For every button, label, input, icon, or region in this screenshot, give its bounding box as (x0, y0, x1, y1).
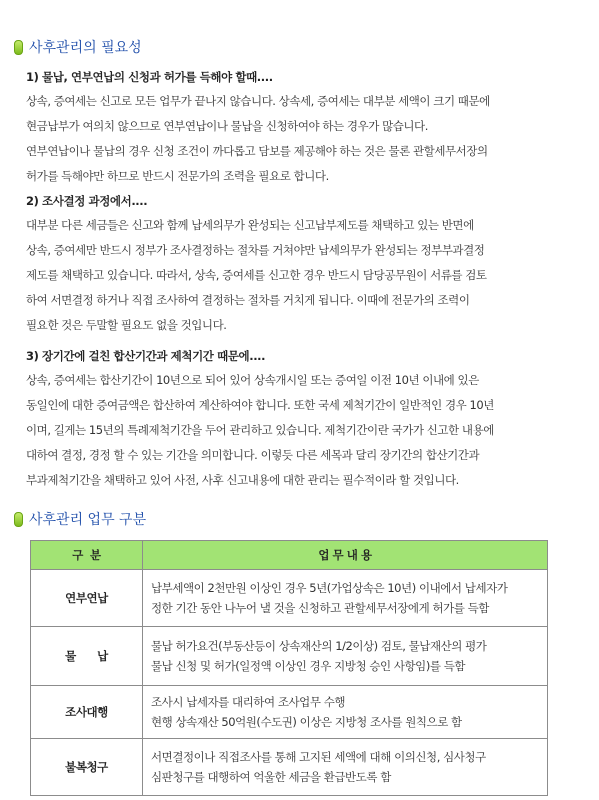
row-category: 물 납 (31, 627, 143, 686)
table-row (31, 627, 548, 686)
row-description (143, 570, 548, 627)
item-heading: 1) 물납, 연부연납의 신청과 허가를 득해야 할때.... (26, 70, 273, 84)
description-line: 물납 허가요건(부동산등이 상속재산의 1/2이상) 검토, 물납재산의 평가 (151, 639, 487, 653)
green-bullet-icon (14, 512, 23, 527)
paragraph-line: 상속, 증여세만 반드시 정부가 조사결정하는 절차를 거쳐야만 납세의무가 완성되는 정부부과결정 (26, 243, 485, 257)
row-description (143, 739, 548, 796)
row-category: 불복청구 (31, 739, 143, 796)
table-row (31, 739, 548, 796)
table-row (31, 570, 548, 627)
section-title-text: 사후관리 업무 구분 (29, 512, 147, 528)
table-row (31, 686, 548, 739)
description-line: 조사시 납세자를 대리하여 조사업무 수행 (151, 695, 346, 709)
item-investigation-decision (26, 191, 586, 338)
paragraph-line: 동일인에 대한 증여금액은 합산하여 계산하여야 합니다. 또한 국세 제척기간이 일반적인 경우 10년 (26, 398, 494, 412)
paragraph-line: 상속, 증여세는 신고로 모든 업무가 끝나지 않습니다. 상속세, 증여세는 대부분 세액이 크기 때문에 (26, 94, 490, 108)
item-heading: 2) 조사결정 과정에서.... (26, 194, 148, 208)
description-line: 심판청구를 대행하여 억울한 세금을 환급반도록 함 (151, 770, 391, 784)
item-heading: 3) 장기간에 걸친 합산기간과 제척기간 때문에.... (26, 349, 266, 363)
paragraph-line: 제도를 채택하고 있습니다. 따라서, 상속, 증여세를 신고한 경우 반드시 담당공무원이 서류를 검토 (26, 268, 487, 282)
paragraph-line: 현금납부가 여의치 않으므로 연부연납이나 물납을 신청하여야 하는 경우가 많습니다. (26, 119, 428, 133)
row-description (143, 686, 548, 739)
paragraph-line: 대부분 다른 세금들은 신고와 함께 납세의무가 완성되는 신고납부제도를 채택하고 있는 반면에 (26, 218, 474, 232)
paragraph-line: 상속, 증여세는 합산기간이 10년으로 되어 있어 상속개시일 또는 증여일 이전 10년 이내에 있은 (26, 373, 479, 387)
item-installment-payment (26, 67, 586, 189)
row-category: 연부연납 (31, 570, 143, 627)
paragraph-line: 이며, 길게는 15년의 특례제척기간을 두어 관리하고 있습니다. 제척기간이란 국가가 신고한 내용에 (26, 423, 494, 437)
item-paragraph (26, 89, 586, 189)
table-header-row (31, 541, 548, 570)
item-paragraph (26, 213, 586, 338)
green-bullet-icon (14, 40, 23, 55)
description-line: 현행 상속재산 50억원(수도권) 이상은 지방청 조사를 원칙으로 함 (151, 715, 462, 729)
paragraph-line: 하여 서면결정 하거나 직접 조사하여 결정하는 절차를 거치게 됩니다. 이때에 전문가의 조력이 (26, 293, 470, 307)
header-category: 구 분 (31, 541, 143, 570)
paragraph-line: 연부연납이나 물납의 경우 신청 조건이 까다롭고 담보를 제공해야 하는 것은 물론 관할세무서장의 (26, 144, 488, 158)
paragraph-line: 필요한 것은 두말할 필요도 없을 것입니다. (26, 318, 227, 332)
section-title-text: 사후관리의 필요성 (29, 40, 142, 56)
section-title-necessity (14, 37, 142, 57)
description-line: 물납 신청 및 허가(일정액 이상인 경우 지방청 승인 사항임)를 득함 (151, 659, 466, 673)
row-description (143, 627, 548, 686)
work-type-table (30, 540, 548, 796)
row-category: 조사대행 (31, 686, 143, 739)
header-description: 업 무 내 용 (143, 541, 548, 570)
item-limitation-period (26, 346, 586, 493)
paragraph-line: 대하여 결정, 경정 할 수 있는 기간을 의미합니다. 이렇듯 다른 세목과 달리 장기간의 합산기간과 (26, 448, 480, 462)
item-paragraph (26, 368, 586, 493)
description-line: 서면결정이나 직접조사를 통해 고지된 세액에 대해 이의신청, 심사청구 (151, 750, 486, 764)
section-title-work-types (14, 509, 146, 529)
paragraph-line: 부과제척기간을 채택하고 있어 사전, 사후 신고내용에 대한 관리는 필수적이라 할 것입니다. (26, 473, 459, 487)
description-line: 납부세액이 2천만원 이상인 경우 5년(가업상속은 10년) 이내에서 납세자가 (151, 581, 508, 595)
description-line: 정한 기간 동안 나누어 낼 것을 신청하고 관할세무서장에게 허가를 득함 (151, 601, 489, 615)
paragraph-line: 허가를 득해야만 하므로 반드시 전문가의 조력을 필요로 합니다. (26, 169, 329, 183)
